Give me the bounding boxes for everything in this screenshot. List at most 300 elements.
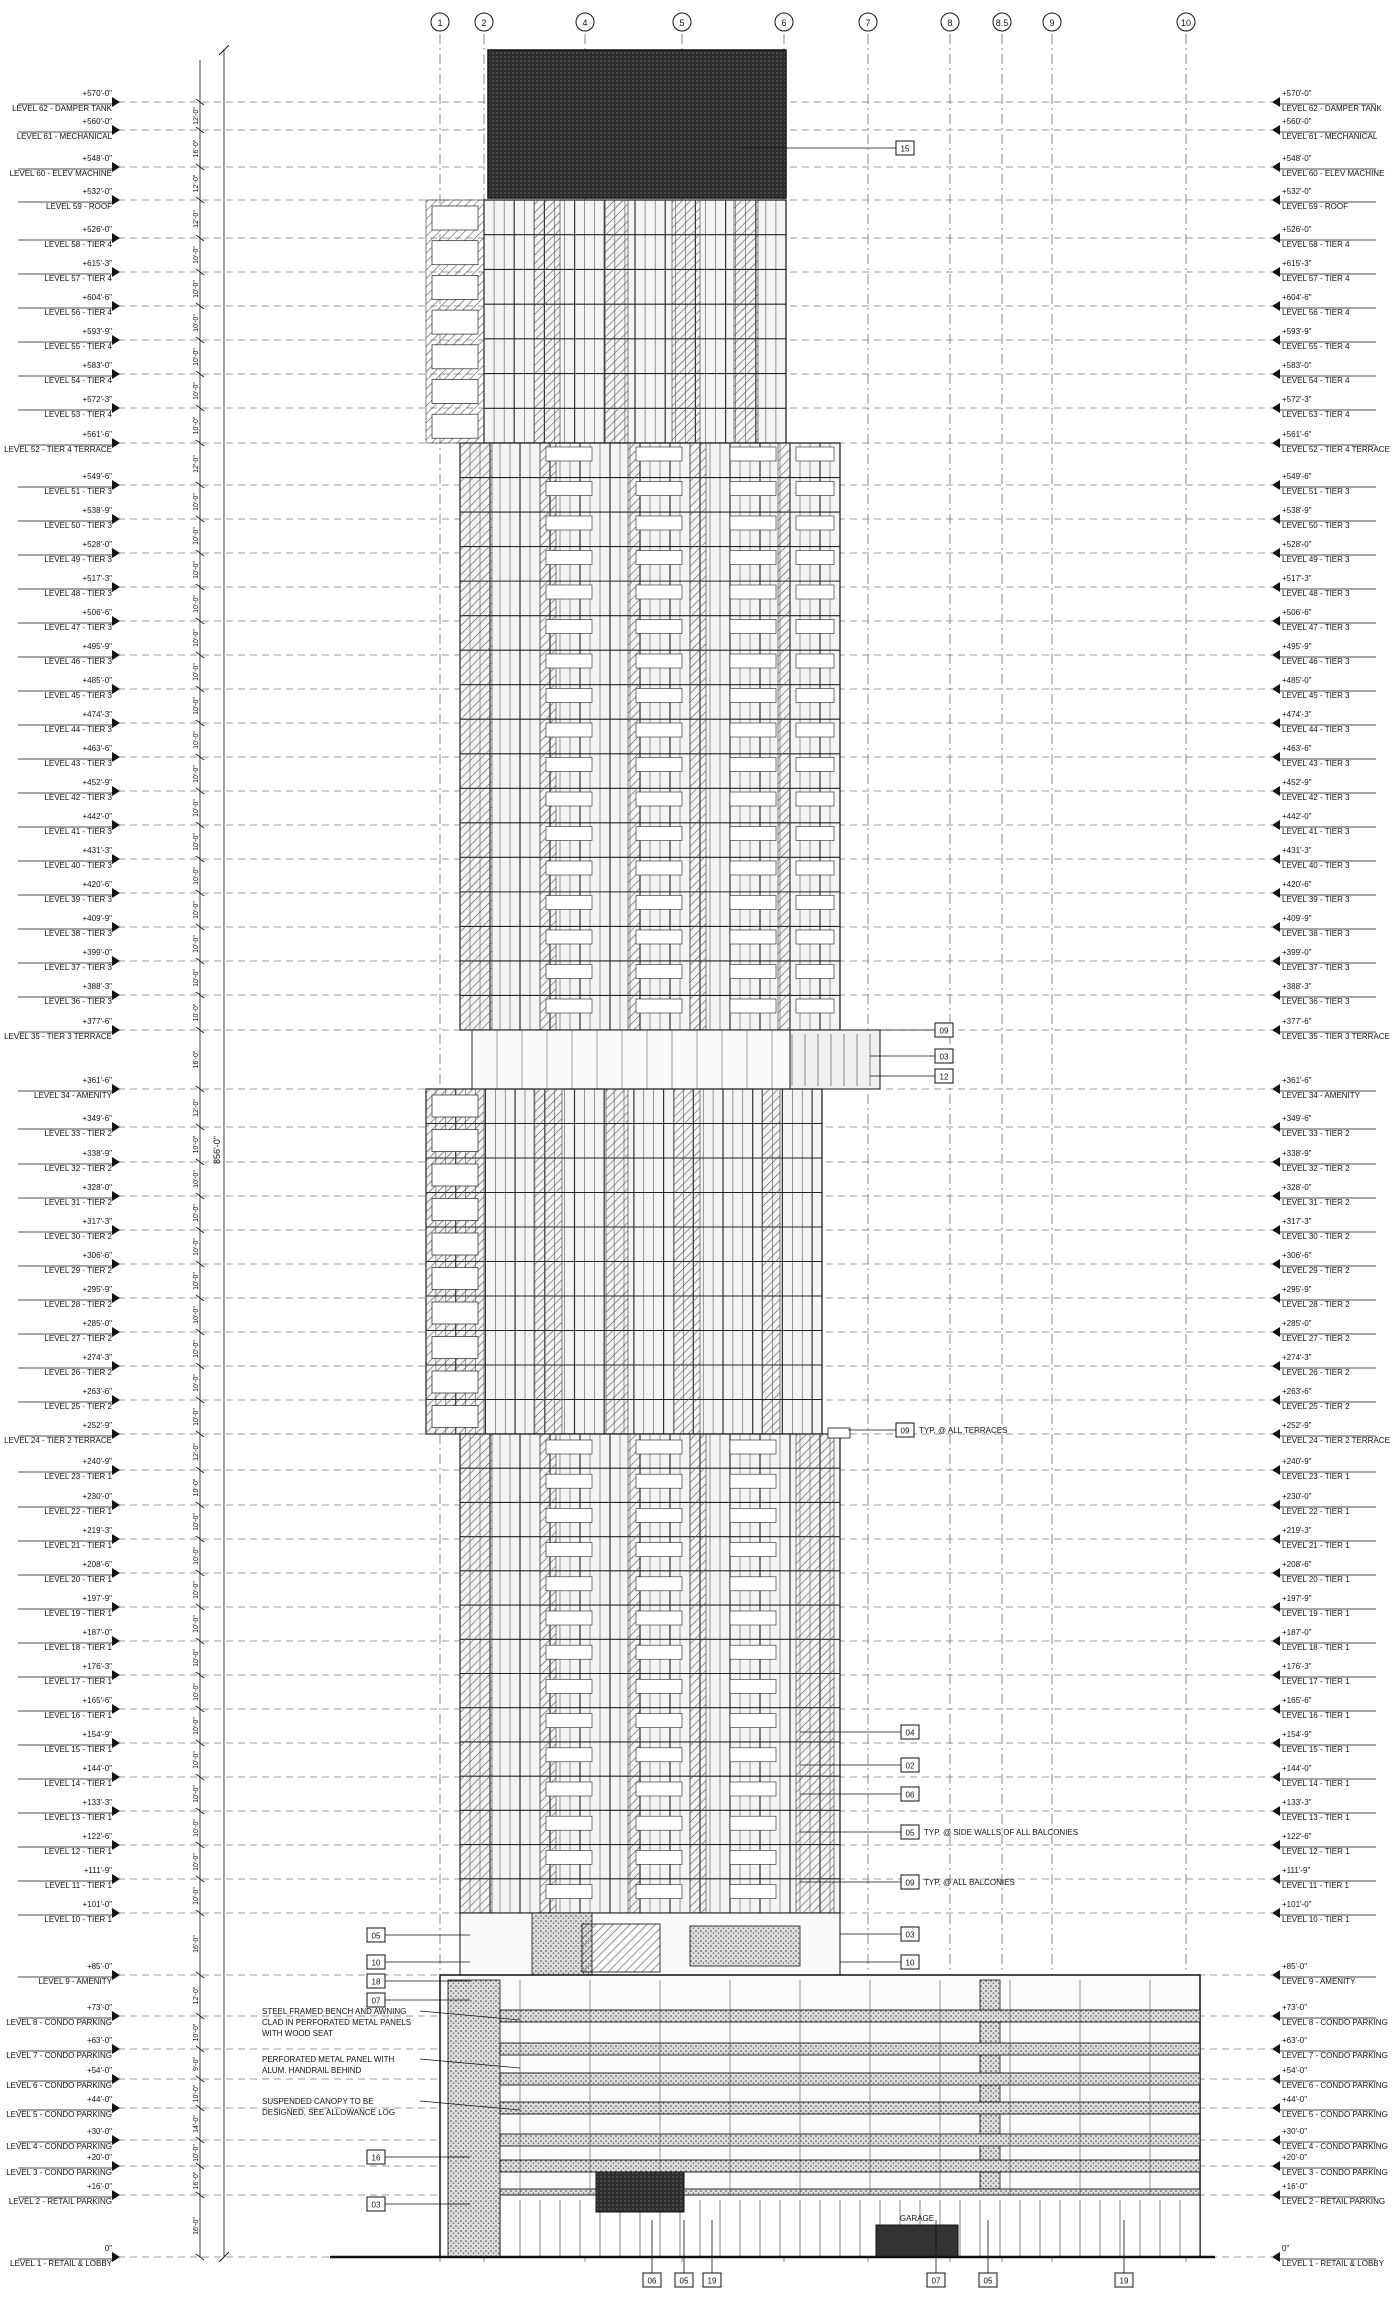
level-elevation-right: +593'-9"	[1282, 327, 1312, 336]
level-name-left: LEVEL 53 - TIER 4	[44, 410, 112, 419]
level-elevation-right: +154'-9"	[1282, 1730, 1312, 1739]
level-name-left: LEVEL 6 - CONDO PARKING	[6, 2081, 112, 2090]
level-marker-right	[1272, 162, 1280, 172]
grid-label: 4	[582, 18, 588, 28]
balcony-rail	[546, 723, 592, 737]
balcony-rail	[546, 516, 592, 530]
keynote-tag: 12	[939, 1072, 949, 1082]
floor-height-dim: 12'-0"	[193, 1986, 200, 2005]
level-marker-right	[1272, 820, 1280, 830]
balcony-rail	[730, 620, 776, 634]
balcony-rail	[730, 585, 776, 599]
level-elevation-left: +328'-0"	[82, 1183, 112, 1192]
level-elevation-left: +388'-3"	[82, 982, 112, 991]
level-marker-left	[112, 2252, 120, 2262]
level-marker-left	[112, 956, 120, 966]
level-marker-right	[1272, 1738, 1280, 1748]
level-marker-left	[112, 2074, 120, 2084]
balcony-rail	[546, 896, 592, 910]
floor-height-dim: 12'-0"	[193, 107, 200, 125]
floor-height-dim: 14'-0"	[193, 2115, 200, 2133]
level-elevation-left: +560'-0"	[82, 117, 112, 126]
level-elevation-left: +230'-0"	[82, 1492, 112, 1501]
level-elevation-right: +561'-6"	[1282, 430, 1312, 439]
floor-height-dim: 10'-0"	[193, 833, 200, 851]
level-name-left: LEVEL 47 - TIER 3	[44, 623, 112, 632]
level-elevation-left: +197'-9"	[82, 1594, 112, 1603]
balcony-rail	[730, 1679, 776, 1693]
keynote-tag: 05	[983, 2276, 993, 2286]
level-name-left: LEVEL 36 - TIER 3	[44, 997, 112, 1006]
balcony-rail	[432, 1371, 478, 1393]
grid-label: 8	[947, 18, 953, 28]
balcony-rail	[730, 689, 776, 703]
balcony-rail	[730, 1611, 776, 1625]
floor-height-dim: 10'-0"	[193, 527, 200, 545]
level-name-left: LEVEL 5 - CONDO PARKING	[6, 2110, 112, 2119]
tier-1-block	[460, 1434, 840, 1913]
level-name-left: LEVEL 62 - DAMPER TANK	[12, 104, 112, 113]
level-name-left: LEVEL 19 - TIER 1	[44, 1609, 112, 1618]
level-marker-left	[112, 1602, 120, 1612]
balcony-rail	[730, 654, 776, 668]
level-name-left: LEVEL 48 - TIER 3	[44, 589, 112, 598]
level-elevation-left: +85'-0"	[86, 1962, 112, 1971]
level-elevation-left: +495'-9"	[82, 642, 112, 651]
keynote-tag: 07	[371, 1996, 381, 2006]
level-marker-left	[112, 97, 120, 107]
level-elevation-left: +532'-0"	[82, 187, 112, 196]
level-elevation-right: +463'-6"	[1282, 744, 1312, 753]
floor-height-dim: 10'-0"	[193, 901, 200, 919]
balcony-rail	[636, 620, 682, 634]
level-elevation-right: +431'-3"	[1282, 846, 1312, 855]
level-marker-right	[1272, 1361, 1280, 1371]
level-elevation-right: +208'-6"	[1282, 1560, 1312, 1569]
keynote-tag: 18	[371, 1977, 381, 1987]
tier-4-shear-wall	[672, 200, 700, 443]
level-elevation-right: +420'-6"	[1282, 880, 1312, 889]
level-marker-right	[1272, 1395, 1280, 1405]
level-name-right: LEVEL 44 - TIER 3	[1282, 725, 1350, 734]
balcony-rail	[546, 1816, 592, 1830]
level-name-left: LEVEL 31 - TIER 2	[44, 1198, 112, 1207]
level-marker-left	[112, 718, 120, 728]
level-elevation-right: +538'-9"	[1282, 506, 1312, 515]
level-marker-right	[1272, 2190, 1280, 2200]
level-name-left: LEVEL 22 - TIER 1	[44, 1507, 112, 1516]
keynote-note: TYP. @ ALL BALCONIES	[924, 1878, 1015, 1887]
level-elevation-left: +154'-9"	[82, 1730, 112, 1739]
level-marker-left	[112, 2011, 120, 2021]
balcony-rail	[432, 1095, 478, 1117]
level-elevation-right: +474'-3"	[1282, 710, 1312, 719]
floor-height-dim: 12'-0"	[193, 1099, 200, 1117]
level-elevation-right: +349'-6"	[1282, 1114, 1312, 1123]
level-name-left: LEVEL 27 - TIER 2	[44, 1334, 112, 1343]
level-elevation-right: +615'-3"	[1282, 259, 1312, 268]
level-marker-left	[112, 335, 120, 345]
tier-4-shear-wall	[734, 200, 758, 443]
level-marker-left	[112, 2190, 120, 2200]
podium-note: STEEL FRAMED BENCH AND AWNING CLAD IN PERFORATED METAL PANELS WITH WOOD SEAT	[262, 2007, 412, 2038]
level-marker-right	[1272, 2011, 1280, 2021]
balcony-rail	[432, 1164, 478, 1186]
balcony-rail	[546, 1782, 592, 1796]
level-marker-right	[1272, 1157, 1280, 1167]
level-name-right: LEVEL 52 - TIER 4 TERRACE	[1282, 445, 1390, 454]
balcony-rail	[636, 1679, 682, 1693]
level-marker-left	[112, 2161, 120, 2171]
keynote-tag: 10	[905, 1958, 915, 1968]
level-marker-left	[112, 1361, 120, 1371]
keynote-tag: 03	[371, 2200, 381, 2210]
balcony-rail	[636, 792, 682, 806]
level-elevation-left: +274'-3"	[82, 1353, 112, 1362]
level-name-left: LEVEL 38 - TIER 3	[44, 929, 112, 938]
floor-height-dim: 10'-0"	[193, 1272, 200, 1290]
level-marker-left	[112, 1534, 120, 1544]
level-name-right: LEVEL 11 - TIER 1	[1282, 1881, 1349, 1890]
floor-height-dim: 10'-0"	[193, 935, 200, 953]
level-marker-left	[112, 650, 120, 660]
keynote-tag: 05	[679, 2276, 689, 2286]
level-name-left: LEVEL 15 - TIER 1	[44, 1745, 112, 1754]
level-elevation-right: +295'-9"	[1282, 1285, 1312, 1294]
level-marker-right	[1272, 1293, 1280, 1303]
level-name-left: LEVEL 33 - TIER 2	[44, 1129, 112, 1138]
level-elevation-left: +474'-3"	[82, 710, 112, 719]
balcony-rail	[432, 1130, 478, 1152]
keynote-note: TYP. @ ALL TERRACES	[919, 1426, 1008, 1435]
level-name-right: LEVEL 48 - TIER 3	[1282, 589, 1350, 598]
level-name-right: LEVEL 46 - TIER 3	[1282, 657, 1350, 666]
balcony-rail	[796, 585, 834, 599]
floor-height-dim: 10'-0"	[193, 595, 200, 613]
level-marker-right	[1272, 1429, 1280, 1439]
balcony-rail	[546, 482, 592, 496]
level-name-left: LEVEL 28 - TIER 2	[44, 1300, 112, 1309]
balcony-rail	[636, 827, 682, 841]
floor-height-dim: 10'-0"	[193, 348, 200, 366]
level-marker-left	[112, 1908, 120, 1918]
level-marker-left	[112, 1704, 120, 1714]
balcony-rail	[636, 1440, 682, 1454]
level-elevation-right: +122'-6"	[1282, 1832, 1312, 1841]
tier-4-shear-wall	[604, 200, 628, 443]
level-elevation-right: +219'-3"	[1282, 1526, 1312, 1535]
level-marker-left	[112, 233, 120, 243]
level-marker-right	[1272, 1806, 1280, 1816]
level-name-left: LEVEL 7 - CONDO PARKING	[6, 2051, 112, 2060]
level-name-left: LEVEL 1 - RETAIL & LOBBY	[10, 2259, 112, 2268]
balcony-rail	[796, 516, 834, 530]
level-marker-left	[112, 854, 120, 864]
level-marker-left	[112, 403, 120, 413]
floor-height-dim: 10'-0"	[193, 1819, 200, 1837]
tier-3-shear-wall	[778, 443, 790, 1030]
level-elevation-left: +63'-0"	[86, 2036, 112, 2045]
height-dimension-strings	[193, 45, 229, 2262]
level-name-right: LEVEL 58 - TIER 4	[1282, 240, 1350, 249]
level-name-right: LEVEL 23 - TIER 1	[1282, 1472, 1350, 1481]
level-elevation-left: +208'-6"	[82, 1560, 112, 1569]
level-name-left: LEVEL 10 - TIER 1	[44, 1915, 112, 1924]
level-labels-right	[1272, 89, 1390, 2268]
level-elevation-left: +615'-3"	[82, 259, 112, 268]
level-marker-right	[1272, 1225, 1280, 1235]
level-elevation-right: +176'-3"	[1282, 1662, 1312, 1671]
level-name-left: LEVEL 34 - AMENITY	[34, 1091, 112, 1100]
level-name-left: LEVEL 37 - TIER 3	[44, 963, 112, 972]
level-marker-left	[112, 267, 120, 277]
level-marker-right	[1272, 1970, 1280, 1980]
balcony-rail	[546, 1885, 592, 1899]
level-marker-left	[112, 1259, 120, 1269]
floor-height-dim: 10'-0"	[193, 1340, 200, 1358]
level-name-right: LEVEL 3 - CONDO PARKING	[1282, 2168, 1388, 2177]
level-marker-left	[112, 1084, 120, 1094]
balcony-rail	[546, 1543, 592, 1557]
level-marker-right	[1272, 369, 1280, 379]
level-elevation-left: +30'-0"	[86, 2127, 112, 2136]
keynote-tag: 07	[931, 2276, 941, 2286]
grid-label: 7	[865, 18, 871, 28]
level-marker-right	[1272, 582, 1280, 592]
level-name-left: LEVEL 59 - ROOF	[46, 202, 112, 211]
balcony-rail	[546, 861, 592, 875]
balcony-rail	[730, 827, 776, 841]
level-elevation-right: +20'-0"	[1282, 2153, 1308, 2162]
balcony-rail	[546, 999, 592, 1013]
level-name-left: LEVEL 58 - TIER 4	[44, 240, 112, 249]
floor-height-dim: 10'-0"	[193, 314, 200, 332]
balcony-rail	[546, 1611, 592, 1625]
tower-elevation	[426, 50, 880, 1995]
level-elevation-left: +506'-6"	[82, 608, 112, 617]
floor-height-dim: 10'-0"	[193, 382, 200, 400]
balcony-rail	[730, 1748, 776, 1762]
level-elevation-right: +604'-6"	[1282, 293, 1312, 302]
level-elevation-right: +44'-0"	[1282, 2095, 1308, 2104]
level-elevation-right: +570'-0"	[1282, 89, 1312, 98]
level-name-right: LEVEL 9 - AMENITY	[1282, 1977, 1356, 1986]
level-name-left: LEVEL 60 - ELEV MACHINE	[9, 169, 112, 178]
level-name-right: LEVEL 40 - TIER 3	[1282, 861, 1350, 870]
level-name-left: LEVEL 57 - TIER 4	[44, 274, 112, 283]
level-name-left: LEVEL 2 - RETAIL PARKING	[8, 2197, 112, 2206]
level-elevation-right: +274'-3"	[1282, 1353, 1312, 1362]
level-elevation-left: +187'-0"	[82, 1628, 112, 1637]
level-name-left: LEVEL 24 - TIER 2 TERRACE	[4, 1436, 112, 1445]
level-elevation-right: +517'-3"	[1282, 574, 1312, 583]
keynote-tag: 02	[905, 1761, 915, 1771]
level-elevation-right: +399'-0"	[1282, 948, 1312, 957]
level-elevation-left: +165'-6"	[82, 1696, 112, 1705]
floor-height-dim: 10'-0"	[193, 765, 200, 783]
terrace-trellis	[790, 1030, 880, 1089]
floor-height-dim: 10'-0"	[193, 1615, 200, 1633]
grid-label: 6	[781, 18, 787, 28]
amenity-planter-east	[690, 1926, 800, 1966]
balcony-rail	[636, 1474, 682, 1488]
balcony-rail	[796, 827, 834, 841]
level-marker-left	[112, 752, 120, 762]
level-name-left: LEVEL 52 - TIER 4 TERRACE	[4, 445, 112, 454]
level-marker-left	[112, 1500, 120, 1510]
floor-height-dim: 10'-0"	[193, 1581, 200, 1599]
level-name-right: LEVEL 55 - TIER 4	[1282, 342, 1350, 351]
balcony-rail	[796, 965, 834, 979]
level-marker-right	[1272, 1670, 1280, 1680]
keynote-tag: 03	[939, 1052, 949, 1062]
level-name-right: LEVEL 34 - AMENITY	[1282, 1091, 1360, 1100]
keynote-tag: 05	[371, 1931, 381, 1941]
balcony-rail	[796, 896, 834, 910]
level-elevation-right: +252'-9"	[1282, 1421, 1312, 1430]
balcony-rail	[546, 1679, 592, 1693]
level-marker-right	[1272, 1704, 1280, 1714]
balcony-rail	[636, 723, 682, 737]
level-elevation-right: +409'-9"	[1282, 914, 1312, 923]
level-elevation-left: +54'-0"	[86, 2066, 112, 2075]
keynote-tag: 09	[900, 1426, 910, 1436]
level-marker-left	[112, 1840, 120, 1850]
level-marker-left	[112, 2044, 120, 2054]
level-elevation-right: +506'-6"	[1282, 608, 1312, 617]
balcony-rail	[432, 1268, 478, 1290]
level-name-right: LEVEL 28 - TIER 2	[1282, 1300, 1350, 1309]
level-elevation-left: +219'-3"	[82, 1526, 112, 1535]
floor-height-dim: 16'-0"	[193, 2217, 200, 2235]
level-elevation-left: +570'-0"	[82, 89, 112, 98]
floor-height-dim: 16'-0"	[193, 139, 200, 158]
balcony-rail	[546, 689, 592, 703]
level-name-right: LEVEL 59 - ROOF	[1282, 202, 1348, 211]
level-marker-left	[112, 582, 120, 592]
level-name-left: LEVEL 61 - MECHANICAL	[16, 132, 112, 141]
level-elevation-left: +572'-3"	[82, 395, 112, 404]
level-name-right: LEVEL 21 - TIER 1	[1282, 1541, 1350, 1550]
level-marker-right	[1272, 1636, 1280, 1646]
level-name-left: LEVEL 14 - TIER 1	[44, 1779, 112, 1788]
balcony-rail	[730, 930, 776, 944]
balcony-rail	[546, 1645, 592, 1659]
level-marker-right	[1272, 301, 1280, 311]
level-name-left: LEVEL 21 - TIER 1	[44, 1541, 112, 1550]
balcony-rail	[432, 345, 478, 369]
level-marker-left	[112, 125, 120, 135]
level-elevation-left: +317'-3"	[82, 1217, 112, 1226]
level-name-left: LEVEL 4 - CONDO PARKING	[6, 2142, 112, 2151]
level-name-right: LEVEL 1 - RETAIL & LOBBY	[1282, 2259, 1384, 2268]
balcony-rail	[636, 1714, 682, 1728]
level-name-right: LEVEL 42 - TIER 3	[1282, 793, 1350, 802]
entry-canopy	[596, 2172, 684, 2212]
overall-height-dim: 856'-0"	[212, 1136, 222, 1164]
floor-height-dim: 10'-0"	[193, 697, 200, 715]
balcony-rail	[432, 1406, 478, 1428]
balcony-rail	[546, 1748, 592, 1762]
level-name-right: LEVEL 53 - TIER 4	[1282, 410, 1350, 419]
level-marker-left	[112, 786, 120, 796]
balcony-rail	[636, 689, 682, 703]
level-marker-right	[1272, 1568, 1280, 1578]
balcony-rail	[730, 1816, 776, 1830]
level-name-left: LEVEL 55 - TIER 4	[44, 342, 112, 351]
balcony-rail	[546, 654, 592, 668]
level-marker-left	[112, 1395, 120, 1405]
balcony-rail	[730, 447, 776, 461]
balcony-rail	[432, 1302, 478, 1324]
level-marker-right	[1272, 2074, 1280, 2084]
level-name-right: LEVEL 36 - TIER 3	[1282, 997, 1350, 1006]
level-marker-left	[112, 162, 120, 172]
level-elevation-right: +572'-3"	[1282, 395, 1312, 404]
level-elevation-left: +583'-0"	[82, 361, 112, 370]
level-name-left: LEVEL 43 - TIER 3	[44, 759, 112, 768]
level-labels-left	[4, 89, 120, 2268]
level-elevation-left: +122'-6"	[82, 1832, 112, 1841]
level-elevation-left: +420'-6"	[82, 880, 112, 889]
balcony-rail	[546, 827, 592, 841]
level-elevation-right: +526'-0"	[1282, 225, 1312, 234]
balcony-rail	[546, 930, 592, 944]
level-name-right: LEVEL 41 - TIER 3	[1282, 827, 1350, 836]
level-name-left: LEVEL 25 - TIER 2	[44, 1402, 112, 1411]
level-elevation-left: +431'-3"	[82, 846, 112, 855]
level-name-right: LEVEL 35 - TIER 3 TERRACE	[1282, 1032, 1390, 1041]
tier-2-shear-wall	[674, 1089, 700, 1434]
level-marker-left	[112, 888, 120, 898]
level-name-right: LEVEL 49 - TIER 3	[1282, 555, 1350, 564]
parking-slab-edge	[500, 2043, 1200, 2055]
garage-door	[876, 2225, 958, 2257]
level-name-right: LEVEL 24 - TIER 2 TERRACE	[1282, 1436, 1390, 1445]
level-name-right: LEVEL 47 - TIER 3	[1282, 623, 1350, 632]
level-name-left: LEVEL 8 - CONDO PARKING	[6, 2018, 112, 2027]
level-elevation-right: +144'-0"	[1282, 1764, 1312, 1773]
floor-height-dim: 10'-0"	[193, 280, 200, 298]
level-marker-left	[112, 369, 120, 379]
floor-height-dim: 10'-0"	[193, 416, 200, 435]
floor-height-dim: 10'-0"	[193, 731, 200, 749]
level-elevation-right: +230'-0"	[1282, 1492, 1312, 1501]
level-name-left: LEVEL 29 - TIER 2	[44, 1266, 112, 1275]
level-name-left: LEVEL 26 - TIER 2	[44, 1368, 112, 1377]
level-name-left: LEVEL 49 - TIER 3	[44, 555, 112, 564]
balcony-rail	[796, 792, 834, 806]
level-elevation-left: 0"	[104, 2244, 112, 2253]
level-marker-right	[1272, 125, 1280, 135]
level-name-right: LEVEL 51 - TIER 3	[1282, 487, 1350, 496]
level-elevation-right: +338'-9"	[1282, 1149, 1312, 1158]
level-name-right: LEVEL 27 - TIER 2	[1282, 1334, 1350, 1343]
balcony-rail	[432, 206, 478, 230]
floor-height-dim: 10'-0"	[193, 2144, 200, 2162]
level-marker-right	[1272, 990, 1280, 1000]
parking-slab-edge	[500, 2134, 1200, 2146]
parking-slab-edge	[500, 2010, 1200, 2022]
level-elevation-left: +144'-0"	[82, 1764, 112, 1773]
level-name-right: LEVEL 50 - TIER 3	[1282, 521, 1350, 530]
keynote-tag: 04	[905, 1728, 915, 1738]
level-name-left: LEVEL 35 - TIER 3 TERRACE	[4, 1032, 112, 1041]
level-elevation-right: +377'-6"	[1282, 1017, 1312, 1026]
level-elevation-left: +538'-9"	[82, 506, 112, 515]
level-elevation-right: 0"	[1282, 2244, 1290, 2253]
level-marker-right	[1272, 1840, 1280, 1850]
